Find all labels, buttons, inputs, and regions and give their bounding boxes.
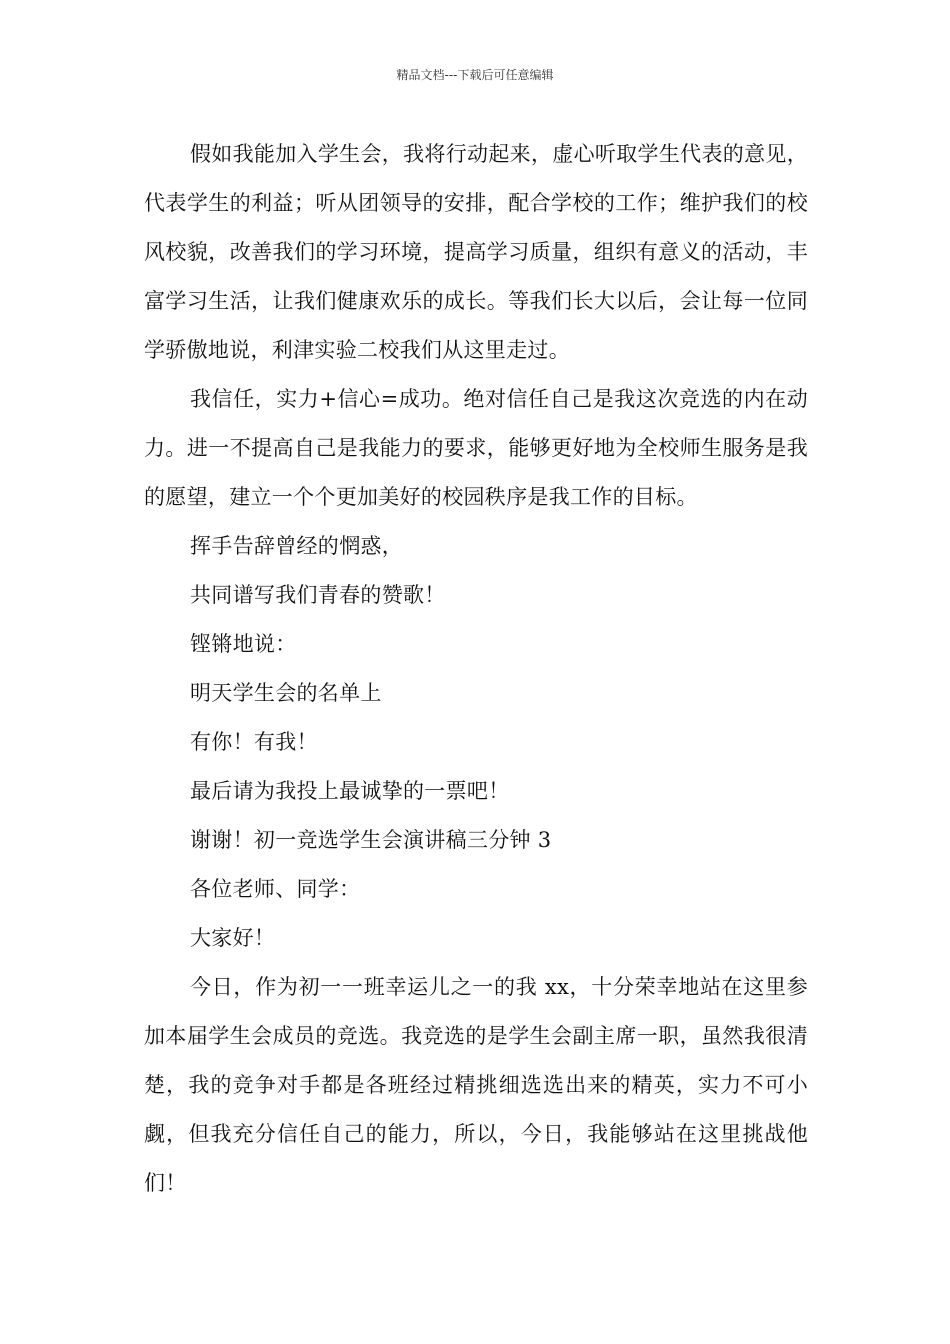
page-header: 精品文档---下载后可任意编辑: [396, 68, 554, 82]
paragraph-2: 我信任，实力+信心=成功。绝对信任自己是我这次竞选的内在动力。进一不提高自己是我能力的要求，能够更好地为全校师生服务是我的愿望，建立一个个更加美好的校园秩序是我工作的目标。: [144, 387, 808, 509]
text-line-8: 各位老师、同学：: [190, 877, 361, 901]
text-line-7: 谢谢！初一竞选学生会演讲稿三分钟 3: [190, 828, 552, 852]
text-line-9: 大家好！: [190, 926, 276, 950]
text-line-5: 有你！有我！: [190, 730, 318, 754]
document-body: [144, 130, 808, 1208]
text-line-3: 铿锵地说：: [190, 632, 297, 656]
text-line-4: 明天学生会的名单上: [190, 681, 382, 705]
text-line-1: 挥手告辞曾经的惘惑，: [190, 534, 403, 558]
text-line-6: 最后请为我投上最诚挚的一票吧！: [190, 779, 510, 803]
paragraph-3: 今日，作为初一一班幸运儿之一的我 xx，十分荣幸地站在这里参加本届学生会成员的竞选。我竞选的是学生会副主席一职，虽然我很清楚，我的竞争对手都是各班经过精挑细选选出来的精英，实力不可小觑，但我充分信任自己的能力，所以，今日，我能够站在这里挑战他们！: [144, 975, 808, 1195]
text-line-2: 共同谱写我们青春的赞歌！: [190, 583, 446, 607]
paragraph-1: 假如我能加入学生会，我将行动起来，虚心听取学生代表的意见，代表学生的利益；听从团领导的安排，配合学校的工作；维护我们的校风校貌，改善我们的学习环境，提高学习质量，组织有意义的活动，丰富学习生活，让我们健康欢乐的成长。等我们长大以后，会让每一位同学骄傲地说，利津实验二校我们从这里走过。: [144, 142, 808, 362]
